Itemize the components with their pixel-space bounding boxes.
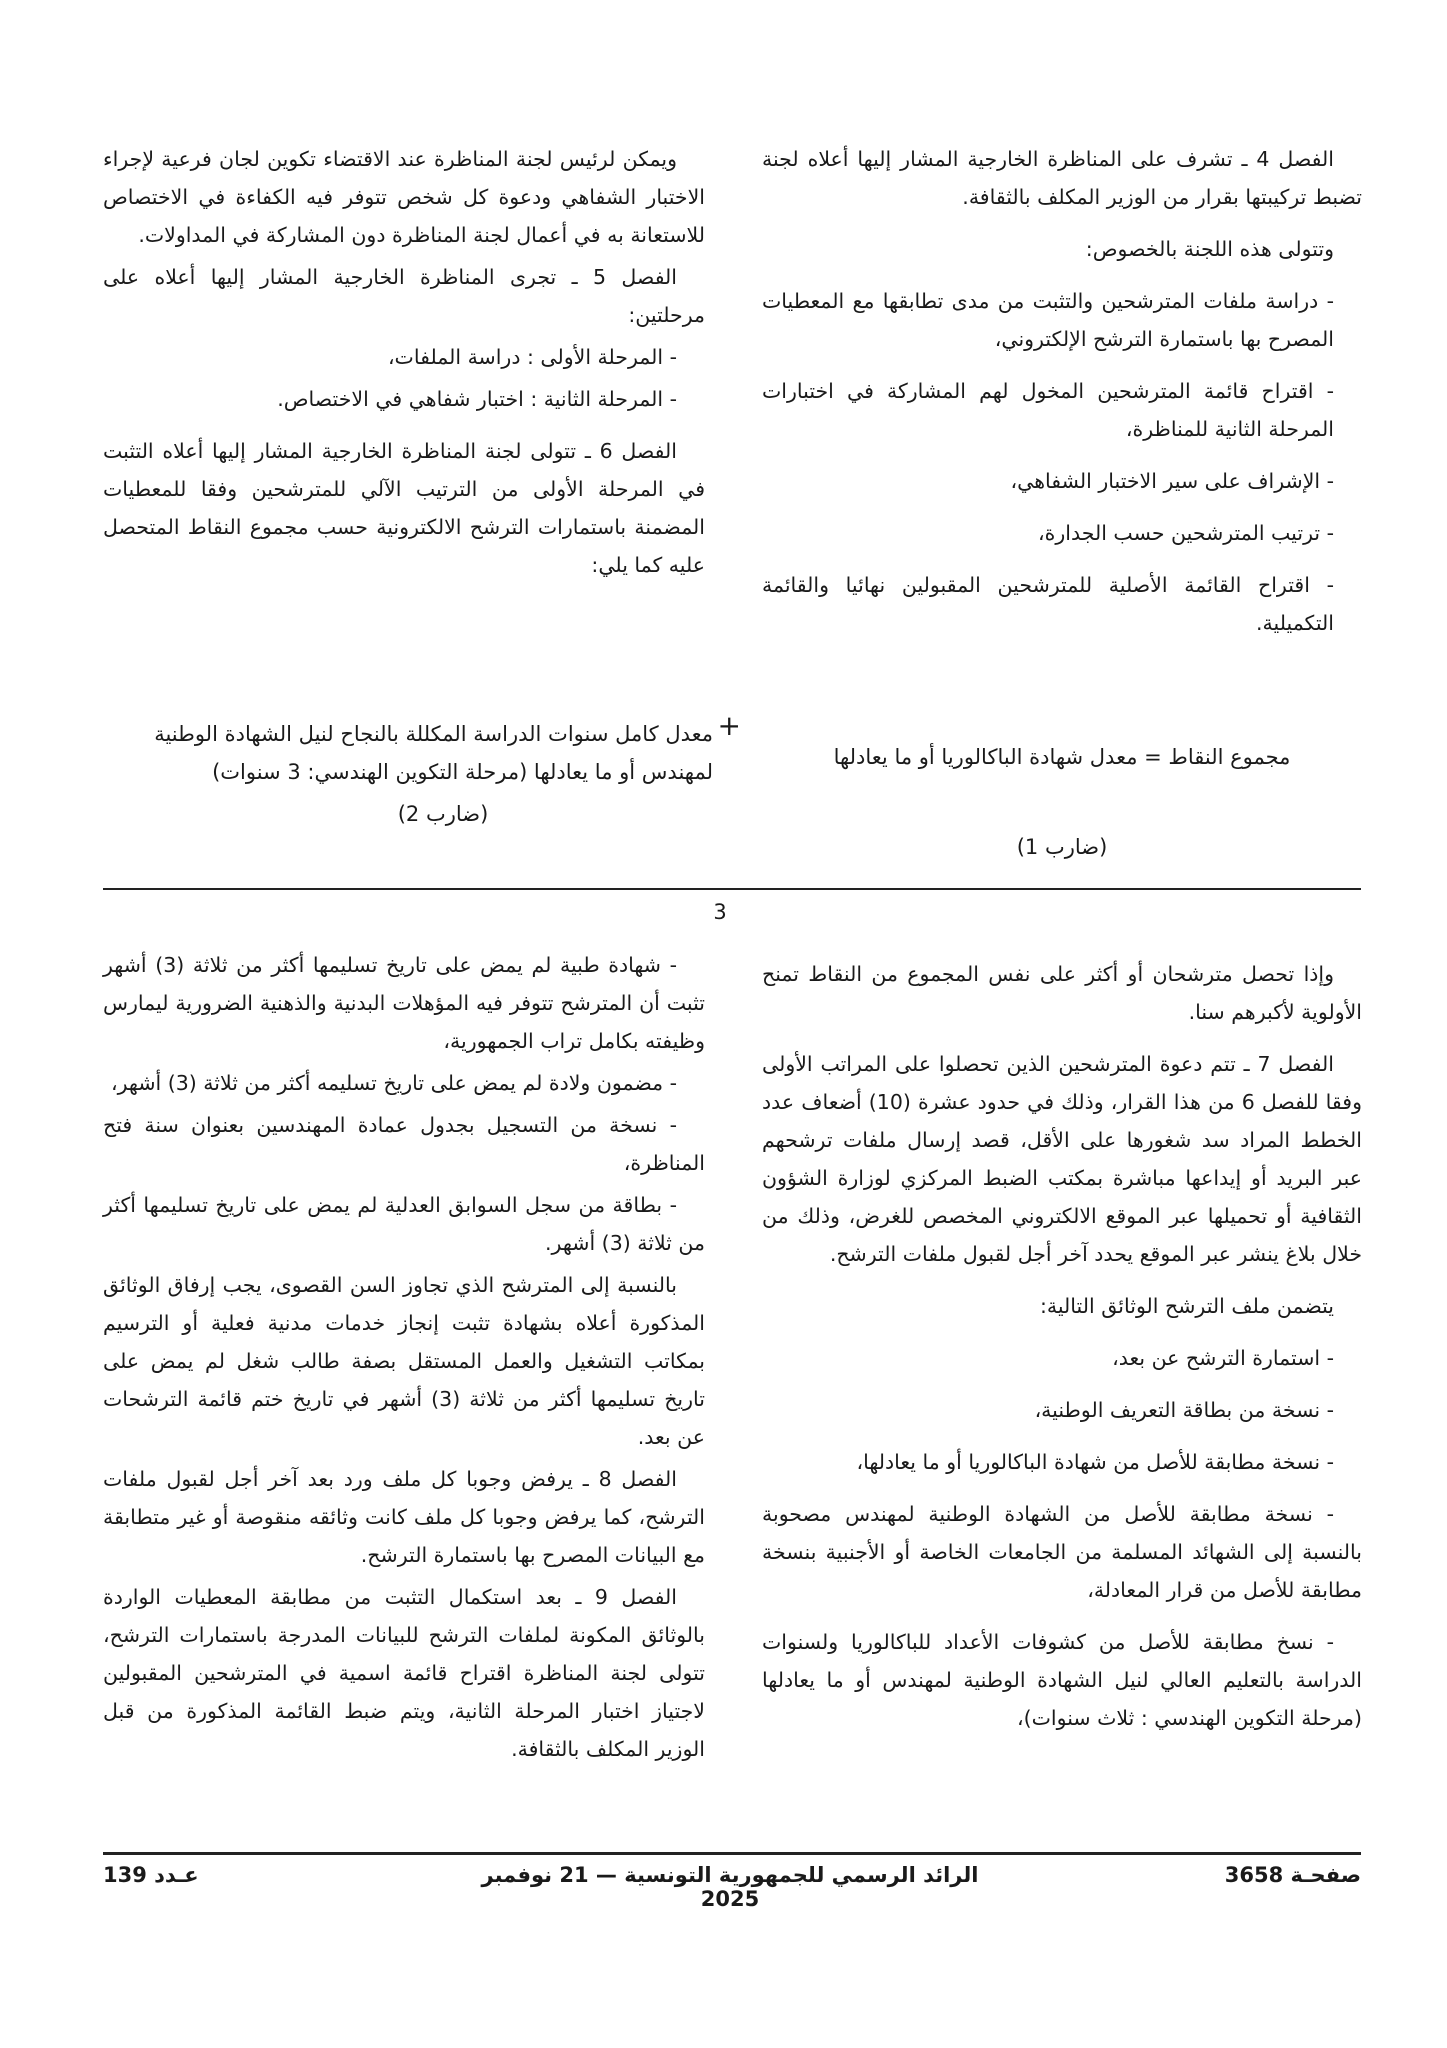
- formula-weight-1: (ضارب 1): [1016, 835, 1108, 859]
- list-item: - نسخة من التسجيل بجدول عمادة المهندسين بعنوان سنة فتح المناظرة،: [103, 1113, 705, 1175]
- page-marker: 3: [713, 900, 727, 924]
- article-6: الفصل 6 ـ تتولى لجنة المناظرة الخارجية المشار إليها أعلاه التثبت في المرحلة الأولى من الترتيب الآلي للمترشحين وفقا للمعطيات المضمنة باستمارات الترشح الالكترونية حسب مجموع النقاط المتحصل عليه كما يلي:: [103, 439, 705, 577]
- plus-sign: +: [717, 709, 741, 742]
- list-item: - دراسة ملفات المترشحين والتثبت من مدى تطابقها مع المعطيات المصرح بها باستمارة الترشح الإلكتروني،: [762, 289, 1334, 351]
- list-item: - نسخة مطابقة للأصل من الشهادة الوطنية لمهندس مصحوبة بالنسبة إلى الشهائد المسلمة من الجامعات الخاصة أو الأجنبية بنسخة مطابقة للأصل من قرار المعادلة،: [762, 1502, 1362, 1602]
- formula-engineering-average-line2: لمهندس أو ما يعادلها (مرحلة التكوين الهندسي: 3 سنوات): [212, 760, 713, 784]
- tie-break-paragraph: وإذا تحصل مترشحان أو أكثر على نفس المجموع من النقاط تمنح الأولوية لأكبرهم سنا.: [762, 962, 1362, 1024]
- list-item: - الإشراف على سير الاختبار الشفاهي،: [1010, 469, 1334, 493]
- list-item: - شهادة طبية لم يمض على تاريخ تسليمها أكثر من ثلاثة (3) أشهر تثبت أن المترشح تتوفر فيه المؤهلات البدنية والذهنية الضرورية ليمارس وظيفته بكامل تراب الجمهورية،: [103, 953, 705, 1053]
- list-item: - ترتيب المترشحين حسب الجدارة،: [1038, 521, 1334, 545]
- list-item: - اقتراح قائمة المترشحين المخول لهم المشاركة في اختبارات المرحلة الثانية للمناظرة،: [762, 379, 1334, 441]
- committee-tasks-intro: وتتولى هذه اللجنة بالخصوص:: [1085, 237, 1334, 261]
- bottom-right-column: [762, 955, 1362, 1751]
- score-formula-part2: [103, 709, 743, 833]
- article-5: الفصل 5 ـ تجرى المناظرة الخارجية المشار إليها أعلاه على مرحلتين:: [103, 265, 705, 327]
- formula-bac-average: مجموع النقاط = معدل شهادة الباكالوريا أو ما يعادلها: [833, 745, 1291, 769]
- footer-divider: [103, 1852, 1361, 1855]
- list-item: - نسخة مطابقة للأصل من شهادة الباكالوريا أو ما يعادلها،: [856, 1450, 1334, 1474]
- list-item: - بطاقة من سجل السوابق العدلية لم يمض على تاريخ تسليمها أكثر من ثلاثة (3) أشهر.: [103, 1193, 705, 1255]
- age-exception-paragraph: بالنسبة إلى المترشح الذي تجاوز السن القصوى، يجب إرفاق الوثائق المذكورة أعلاه بشهادة تثبت إنجاز خدمات مدنية فعلية أو الترسيم بمكاتب التشغيل والعمل المستقل بصفة طالب شغل لم يمض على تاريخ تسليمها أكثر من ثلاثة (3) أشهر في تاريخ ختم قائمة الترشحات عن بعد.: [103, 1273, 705, 1449]
- list-item: - نسخ مطابقة للأصل من كشوفات الأعداد للباكالوريا ولسنوات الدراسة بالتعليم العالي لنيل الشهادة الوطنية لمهندس أو ما يعادلها (مرحلة التكوين الهندسي : ثلاث سنوات)،: [762, 1630, 1362, 1730]
- article-8: الفصل 8 ـ يرفض وجوبا كل ملف ورد بعد آخر أجل لقبول ملفات الترشح، كما يرفض وجوبا كل ملف كانت وثائقه منقوصة أو غير متطابقة مع البيانات المصرح بها باستمارة الترشح.: [103, 1467, 705, 1567]
- section-divider: [103, 888, 1361, 890]
- article-7: الفصل 7 ـ تتم دعوة المترشحين الذين تحصلوا على المراتب الأولى وفقا للفصل 6 من هذا القرار، وذلك في حدود عشرة (10) أضعاف عدد الخطط المراد سد شغورها على الأقل، قصد إرسال ملفات ترشحهم عبر البريد أو إيداعها مباشرة بمكتب الضبط المركزي لوزارة الشؤون الثقافية أو تحميلها عبر الموقع الالكتروني المخصص للغرض، وذلك من خلال بلاغ ينشر عبر الموقع يحدد آخر أجل لقبول ملفات الترشح.: [762, 1052, 1362, 1266]
- footer-page-number: صفحـة 3658: [1224, 1863, 1361, 1887]
- bottom-left-column: [103, 946, 705, 1772]
- list-item: - مضمون ولادة لم يمض على تاريخ تسليمه أكثر من ثلاثة (3) أشهر،: [110, 1071, 677, 1095]
- article-4: الفصل 4 ـ تشرف على المناظرة الخارجية المشار إليها أعلاه لجنة تضبط تركيبتها بقرار من الوزير المكلف بالثقافة.: [762, 147, 1362, 209]
- list-item: - اقتراح القائمة الأصلية للمترشحين المقبولين نهائيا والقائمة التكميلية.: [762, 573, 1334, 635]
- top-right-column: [762, 140, 1362, 656]
- formula-weight-2: (ضارب 2): [397, 802, 489, 826]
- footer-journal-title: الرائد الرسمي للجمهورية التونسية — 21 نوفمبر 2025: [481, 1863, 979, 1911]
- top-left-column: [103, 140, 705, 598]
- documents-intro: يتضمن ملف الترشح الوثائق التالية:: [1039, 1294, 1334, 1318]
- list-item: - استمارة الترشح عن بعد،: [1112, 1346, 1334, 1370]
- score-formula-part1: [762, 738, 1362, 866]
- list-item: - المرحلة الثانية : اختبار شفاهي في الاختصاص.: [277, 387, 677, 411]
- list-item: - المرحلة الأولى : دراسة الملفات،: [387, 345, 677, 369]
- formula-engineering-average-line1: معدل كامل سنوات الدراسة المكللة بالنجاح لنيل الشهادة الوطنية: [154, 722, 713, 746]
- subcommittee-paragraph: ويمكن لرئيس لجنة المناظرة عند الاقتضاء تكوين لجان فرعية لإجراء الاختبار الشفاهي ودعوة كل شخص تتوفر فيه الكفاءة في الاختصاص للاستعانة به في أعمال لجنة المناظرة دون المشاركة في المداولات.: [103, 147, 705, 247]
- article-9: الفصل 9 ـ بعد استكمال التثبت من مطابقة المعطيات الواردة بالوثائق المكونة لملفات الترشح للبيانات المدرجة باستمارات الترشح، تتولى لجنة المناظرة اقتراح قائمة اسمية في المترشحين المقبولين لاجتياز اختبار المرحلة الثانية، ويتم ضبط القائمة المذكورة من قبل الوزير المكلف بالثقافة.: [103, 1585, 705, 1761]
- list-item: - نسخة من بطاقة التعريف الوطنية،: [1034, 1398, 1334, 1422]
- footer-issue-number: عـدد 139: [103, 1863, 199, 1887]
